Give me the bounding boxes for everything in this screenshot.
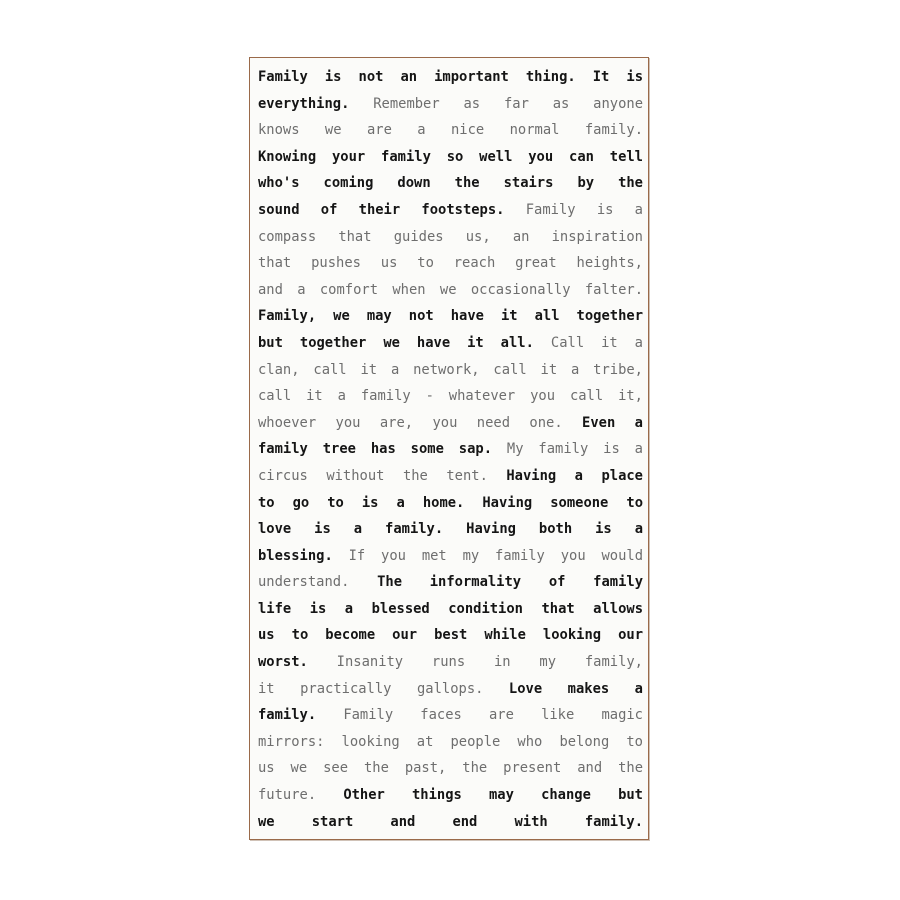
quote-line <box>258 170 643 197</box>
quote-line <box>258 649 643 676</box>
quote-segment: blessing. <box>258 547 333 564</box>
quote-line <box>258 330 643 357</box>
quote-segment: My family is a <box>492 441 643 458</box>
quote-segment: mirrors: looking at people who belong to <box>258 733 643 750</box>
quote-segment: call it a family - whatever you call it, <box>258 388 643 405</box>
wooden-quote-sign <box>249 57 649 840</box>
quote-segment: circus without the tent. <box>258 467 488 484</box>
quote-line <box>258 596 643 623</box>
quote-segment: that pushes us to reach great heights, <box>258 255 643 272</box>
quote-segment: life is a blessed condition that allows <box>258 600 643 617</box>
quote-segment: Even a <box>562 414 643 431</box>
quote-line <box>258 755 643 782</box>
quote-line <box>258 490 643 517</box>
quote-line <box>258 197 643 224</box>
quote-segment: who's coming down the stairs by the <box>258 175 643 192</box>
quote-segment: understand. <box>258 574 350 591</box>
quote-line <box>258 569 643 596</box>
quote-segment: knows we are a nice normal family. <box>258 122 643 139</box>
quote-segment: Family is a <box>504 201 643 218</box>
quote-segment: Love makes a <box>483 680 643 697</box>
quote-segment: future. <box>258 787 317 804</box>
quote-segment: us we see the past, the present and the <box>258 760 643 777</box>
quote-line <box>258 463 643 490</box>
quote-line <box>258 357 643 384</box>
quote-segment: family. <box>258 707 317 724</box>
quote-segment: The informality of family <box>349 574 643 591</box>
quote-segment: and a comfort when we occasionally falter. <box>258 281 643 298</box>
quote-segment: worst. <box>258 654 308 671</box>
quote-line <box>258 91 643 118</box>
quote-line <box>258 809 643 836</box>
quote-line <box>258 543 643 570</box>
quote-line <box>258 702 643 729</box>
quote-line <box>258 782 643 809</box>
quote-segment: Call it a <box>533 334 643 351</box>
quote-segment: everything. <box>258 95 350 112</box>
quote-segment: us to become our best while looking our <box>258 627 643 644</box>
quote-line <box>258 303 643 330</box>
quote-segment: to go to is a home. Having someone to <box>258 494 643 511</box>
quote-line <box>258 224 643 251</box>
quote-segment: compass that guides us, an inspiration <box>258 228 643 245</box>
quote-segment: Remember as far as anyone <box>349 95 643 112</box>
quote-line <box>258 622 643 649</box>
quote-line <box>258 729 643 756</box>
quote-segment: Family is not an important thing. It is <box>258 69 643 85</box>
quote-line <box>258 64 643 91</box>
quote-segment: love is a family. Having both is a <box>258 521 643 538</box>
quote-segment: family tree has some sap. <box>258 441 493 458</box>
quote-line <box>258 277 643 304</box>
quote-line <box>258 250 643 277</box>
quote-line <box>258 436 643 463</box>
quote-line <box>258 676 643 703</box>
quote-segment: Family, we may not have it all together <box>258 308 643 325</box>
quote-segment: whoever you are, you need one. <box>258 414 563 431</box>
quote-segment: Having a place <box>487 467 643 484</box>
quote-segment: but together we have it all. <box>258 334 534 351</box>
quote-line <box>258 383 643 410</box>
quote-segment: clan, call it a network, call it a tribe, <box>258 361 643 378</box>
quote-line <box>258 117 643 144</box>
quote-line <box>258 516 643 543</box>
quote-text-block <box>258 64 643 835</box>
quote-segment: sound of their footsteps. <box>258 201 505 218</box>
quote-segment: Insanity runs in my family, <box>307 654 643 671</box>
quote-segment: it practically gallops. <box>258 680 484 697</box>
quote-segment: we start and end with family. <box>258 813 643 830</box>
quote-line <box>258 144 643 171</box>
quote-segment: Family faces are like magic <box>316 707 643 724</box>
quote-line <box>258 410 643 437</box>
quote-segment: Knowing your family so well you can tell <box>258 148 643 165</box>
quote-segment: Other things may change but <box>316 787 643 804</box>
quote-segment: If you met my family you would <box>332 547 643 564</box>
